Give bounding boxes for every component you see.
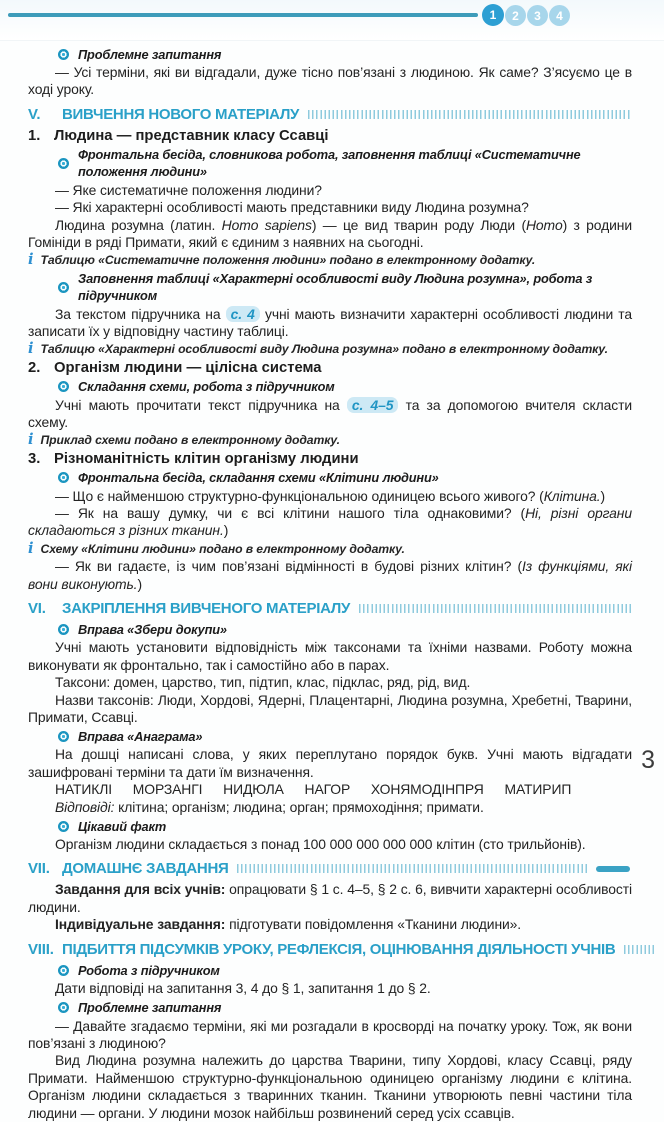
text-run: — Що є найменшою структурно-функціональною одиницею всього живого? (: [55, 487, 544, 504]
section-number: V.: [28, 105, 41, 123]
info-note: [28, 432, 632, 448]
text-run: Клітина.: [543, 487, 601, 504]
paragraph: [28, 505, 632, 540]
subtopic-number: 3.: [28, 450, 41, 467]
section-title: ЗАКРІПЛЕННЯ ВИВЧЕНОГО МАТЕРІАЛУ: [62, 599, 351, 617]
info-icon: i: [28, 539, 34, 557]
bullet-icon: [58, 282, 69, 293]
text-run: — Як на вашу думку, чи є всі клітини нашого тіла однаковими? (: [55, 505, 526, 522]
text-run: Homo: [525, 216, 563, 233]
text-run: Дати відповіді на запитання 3, 4 до § 1, запитання 1 до § 2.: [55, 980, 431, 997]
page-number: 3: [641, 746, 655, 774]
paragraph: [28, 488, 632, 505]
dotted-rule: [359, 604, 632, 613]
bullet-icon: [58, 381, 69, 392]
paragraph: [28, 182, 632, 199]
activity-label: Заповнення таблиці «Характерні особливості виду Людина розумна», робота з підручником: [78, 271, 593, 304]
text-run: За текстом підручника на: [55, 305, 226, 322]
paragraph: [28, 217, 632, 252]
text-run: Учні мають прочитати текст підручника на: [55, 396, 347, 413]
section-header-v: [28, 106, 632, 123]
paragraph: [28, 781, 632, 798]
text-run: — Які характерні особливості мають представники виду Людина розумна?: [55, 199, 529, 216]
text-run: с. 4–5: [347, 397, 398, 413]
page-step-indicator: [482, 5, 570, 26]
numbered-subtopic: [28, 450, 632, 468]
text-run: опрацювати § 1 с. 4–5, § 2 с. 6, вивчити характерні особливості людини.: [28, 881, 633, 915]
text-run: та за допомогою вчителя скласти схему.: [28, 396, 632, 431]
activity-label: Проблемне запитання: [78, 1000, 222, 1016]
text-run: Індивідуальне завдання:: [55, 916, 226, 933]
activity-bullet: [58, 621, 632, 638]
text-run: Людина розумна (латин.: [55, 216, 222, 233]
activity-bullet: [58, 962, 632, 979]
text-run: ): [600, 487, 606, 504]
activity-label: Робота з підручником: [78, 962, 220, 978]
text-run: Завдання для всіх учнів:: [55, 881, 226, 898]
dotted-rule: [237, 864, 588, 873]
paragraph: [28, 980, 632, 997]
bullet-icon: [58, 1002, 69, 1013]
activity-bullet: [58, 999, 632, 1016]
info-note-text: Таблицю «Характерні особливості виду Людина розумна» подано в електронному додатку.: [40, 342, 608, 357]
bullet-icon: [58, 731, 69, 742]
info-note-text: Схему «Клітини людини» подано в електронному додатку.: [40, 541, 405, 556]
text-run: Таксони: домен, царство, тип, підтип, клас, підклас, ряд, рід, вид.: [55, 674, 471, 691]
section-header-vii: [28, 860, 632, 877]
text-run: Учні мають установити відповідність між таксонами та їхніми назвами. Роботу можна виконувати як фронтально, так і самостійно або в парах.: [28, 639, 632, 673]
dotted-rule: [308, 110, 632, 119]
text-run: Homo sapiens: [221, 216, 312, 233]
text-run: — Давайте згадаємо терміни, які ми розгадали в кросворді на початку уроку. Тож, як вони пов’язані з людиною?: [28, 1017, 632, 1051]
section-number: VII.: [28, 860, 50, 878]
activity-bullet: [58, 469, 632, 486]
section-header-vi: [28, 600, 632, 617]
paragraph: [28, 746, 632, 781]
paragraph: [28, 916, 632, 933]
subtopic-number: 1.: [28, 127, 41, 144]
text-run: Вид Людина розумна належить до царства Тварини, типу Хордові, класу Ссавці, ряду Примати. Найменшою структурно-функціональною одиницею організму людини є клітина. Організм людини складається з тваринних тканин. Тканини утворюють певні частини тіла людини — органи. У людини мозок найбільш розвинений серед усіх ссавців.: [28, 1052, 632, 1121]
info-note: [28, 541, 632, 557]
activity-label: Складання схеми, робота з підручником: [78, 379, 335, 395]
info-icon: i: [28, 251, 34, 269]
text-run: НАТИКЛІ МОРЗАНГІ НИДЮЛА НАГОР ХОНЯМОДІНПРЯ МАТИРИП: [55, 781, 572, 798]
paragraph: [28, 306, 632, 341]
page-step-3: 3: [527, 5, 548, 26]
page-step-4: 4: [549, 5, 570, 26]
page-step-2: 2: [505, 5, 526, 26]
activity-label: Фронтальна бесіда, словникова робота, заповнення таблиці «Систематичне положення людини»: [78, 147, 581, 180]
activity-bullet: [58, 146, 632, 180]
info-note-text: Приклад схеми подано в електронному додатку.: [40, 433, 340, 448]
activity-bullet: [58, 270, 632, 304]
lesson-plan-content: [28, 44, 632, 1122]
text-run: ): [137, 575, 142, 592]
text-run: ): [223, 522, 229, 539]
dotted-rule: [624, 945, 656, 954]
bullet-icon: [58, 965, 69, 976]
paragraph: [28, 881, 632, 916]
activity-label: Проблемне запитання: [78, 46, 222, 62]
subtopic-title: Організм людини — цілісна система: [54, 359, 322, 376]
subtopic-title: Людина — представник класу Ссавці: [54, 127, 329, 144]
text-run: клітина; організм; людина; орган; прямоходіння; примати.: [114, 798, 484, 815]
paragraph: [28, 558, 632, 593]
paragraph: [28, 639, 632, 674]
bullet-icon: [58, 158, 69, 169]
paragraph: [28, 836, 632, 853]
bullet-icon: [58, 624, 69, 635]
activity-label: Фронтальна бесіда, складання схеми «Клітини людини»: [78, 470, 439, 486]
text-run: Відповіді:: [55, 798, 115, 815]
paragraph: [28, 799, 632, 816]
text-run: Ні, різні органи складаються з різних тканин.: [28, 505, 632, 539]
subtopic-title: Різноманітність клітин організму людини: [54, 450, 359, 467]
info-icon: i: [28, 431, 34, 449]
text-run: Назви таксонів: Люди, Хордові, Ядерні, Плацентарні, Людина розумна, Хребетні, Тварини, Примати, Ссавці.: [28, 691, 632, 726]
bullet-icon: [58, 49, 69, 60]
text-run: — Як ви гадаєте, із чим пов’язані відмінності в будові різних клітин? (: [55, 558, 522, 575]
section-title: ВИВЧЕННЯ НОВОГО МАТЕРІАЛУ: [62, 105, 300, 123]
bullet-icon: [58, 472, 69, 483]
section-header-viii: [28, 941, 632, 958]
activity-bullet: [58, 818, 632, 835]
paragraph: [28, 674, 632, 691]
info-note: [28, 341, 632, 357]
text-run: ) з родини Гомініди в ряді Примати, який є єдиним з наявних на сьогодні.: [28, 216, 633, 251]
section-number: VI.: [28, 599, 46, 617]
subtopic-number: 2.: [28, 359, 41, 376]
paragraph: [28, 64, 632, 99]
text-run: На дошці написані слова, у яких переплутано порядок букв. Учні мають відгадати зашифровані терміни та дати їм визначення.: [28, 746, 632, 780]
text-run: — Яке систематичне положення людини?: [55, 181, 322, 198]
paragraph: [28, 199, 632, 216]
text-run: с. 4: [226, 306, 260, 322]
top-rule: [8, 13, 478, 17]
section-title: ДОМАШНЄ ЗАВДАННЯ: [62, 860, 229, 878]
section-number: VIII.: [28, 940, 54, 958]
bullet-icon: [58, 821, 69, 832]
activity-bullet: [58, 46, 632, 63]
paragraph: [28, 1052, 632, 1122]
activity-label: Вправа «Збери докупи»: [78, 621, 227, 637]
text-run: підготувати повідомлення «Тканини людини».: [225, 916, 522, 933]
info-icon: i: [28, 340, 34, 358]
activity-label: Вправа «Анаграма»: [78, 728, 203, 744]
text-run: — Усі терміни, які ви відгадали, дуже тісно пов’язані з людиною. Як саме? З’ясуємо це в ході уроку.: [28, 64, 632, 98]
activity-label: Цікавий факт: [78, 818, 167, 834]
numbered-subtopic: [28, 359, 632, 377]
text-run: ) — це вид тварин роду Люди (: [311, 216, 526, 233]
info-note-text: Таблицю «Систематичне положення людини» подано в електронному додатку.: [40, 253, 536, 268]
dash-mark: [596, 866, 630, 872]
info-note: [28, 252, 632, 268]
numbered-subtopic: [28, 127, 632, 145]
paragraph: [28, 397, 632, 432]
section-title: ПІДБИТТЯ ПІДСУМКІВ УРОКУ, РЕФЛЕКСІЯ, ОЦІНЮВАННЯ ДІЯЛЬНОСТІ УЧНІВ: [62, 940, 616, 958]
text-run: Із функціями, які вони виконують.: [28, 558, 632, 592]
text-run: Організм людини складається з понад 100 000 000 000 000 клітин (сто трильйонів).: [55, 836, 586, 853]
page-step-1: 1: [482, 4, 504, 26]
activity-bullet: [58, 378, 632, 395]
activity-bullet: [58, 728, 632, 745]
paragraph: [28, 1018, 632, 1053]
text-run: учні мають визначити характерні особливості людини та записати їх у відповідну частину таблиці.: [28, 305, 632, 340]
paragraph: [28, 692, 632, 727]
